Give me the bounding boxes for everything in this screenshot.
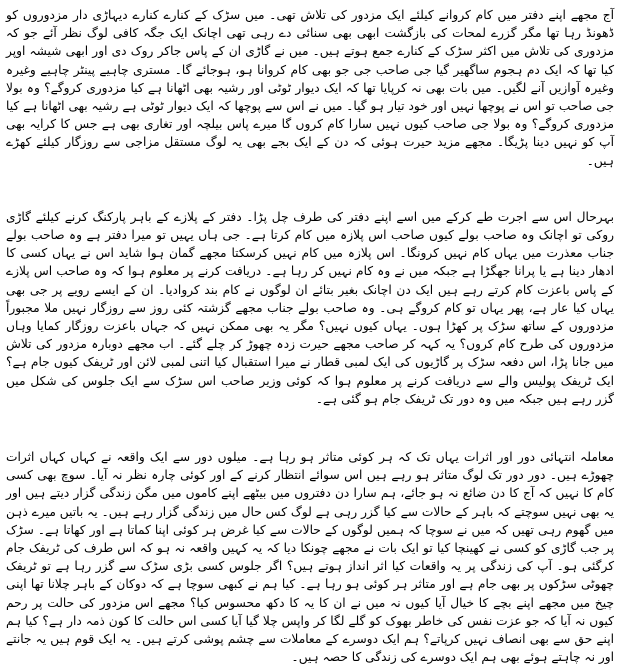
paragraph-gap bbox=[6, 408, 614, 448]
paragraph-2: بہرحال اس سے اجرت طے کرکے میں اسے اپنے دفتر کی طرف چل پڑا۔ دفتر کے پلازے کے باہر پارکنگ کرنے کیلئے گاڑی روکی تو اچانک وہ صاحب بولے کیوں صاحب اس پلازہ میں کام کرتا ہے۔ جی ہاں یہیں تو میرا دفتر ہے وہ صاحب بولے جناب معذرت میں یہاں کام نہیں کرونگا۔ اس پلازہ میں کام نہیں کرسکتا مجھے گمان ہوا شاید اس نے یہاں کسی کا ادھار دینا ہے یا پرانا جھگڑا ہے جبکہ میں نے وہ کام نہیں کر رہا ہے۔ دریافت کرنے پر معلوم ہوا کہ وہ صاحب اس پلازے کے پاس باعزت کام کرتے رہے ہیں ایک دن اچانک بغیر بتائے ان لوگوں نے کام بند کروادیا۔ ان کے ایسے رویے پر جی بھی یہاں کیا عار ہے، پھر یہاں تو کام کروگے ہی۔ وہ صاحب بولے جناب مجھے گزشتہ کئی روز سے روزگار نہیں ملا مجبوراً مزدوروں کے ساتھ سڑک پر کھڑا ہوں۔ یہاں کیوں نہیں؟ مگر یہ بھی ممکن نہیں کہ جہاں باعزت روزگار کمایا وہاں مزدوروں کی طرح کام کروں؟ یہ کہہ کر صاحب مجھے حیرت زدہ چھوڑ کر چلے گئے۔ اب مجھے دوبارہ مزدور کی تلاش میں جانا پڑا، اس دفعہ سڑک پر گاڑیوں کی ایک لمبی قطار نے میرا استقبال کیا اتنی لمبی لائن اور ٹریفک کیوں جام ہے؟ ایک ٹریفک پولیس والے سے دریافت کرنے پر معلوم ہوا کہ کوئی وزیر صاحب اس سڑک سے ایک جلوس کی شکل میں گزر رہے ہیں جبکہ میں وہ دور تک ٹریفک جام ہو گئی ہے۔ bbox=[6, 209, 614, 406]
paragraph-gap bbox=[6, 170, 614, 208]
paragraph-1: آج مجھے اپنے دفتر میں کام کروانے کیلئے ایک مزدور کی تلاش تھی۔ میں سڑک کے کنارے کنارے دیہاڑی دار مزدوروں کو ڈھونڈ رہا تھا مگر گزرے لمحات کی بازگشت ابھی بھی سنائی دے رہی تھی اچانک ایک جگہ کافی لوگ نظر آئے جو کہ مزدوری کی تلاش میں اکثر سڑک کے کنارے جمع ہوتے ہیں۔ میں نے گاڑی ان کے پاس جاکر روک دی اور ابھی شیشہ اوپر کیا تھا کہ ایک دم ہجوم ساگھیر گیا جی صاحب جی جو بھی کام کروانا ہو، ہوجائے گا۔ مستری چاہیے پینٹر چاہیے وغیرہ وغیرہ آوازیں آنے لگیں۔ میں بات بھی نہ کرپایا تھا کہ ایک دیوار ٹوٹی اور رشیہ بھی اٹھانا ہے کیا مزدوری کروگے؟ وہ بولا جی صاحب تو اس نے پوچھا نہیں اور خود تیار ہو گیا۔ میں نے اس سے پوچھا کہ ایک دیوار ٹوٹی ہے رشیہ بھی اٹھانا ہے کیا مزدوری کروگے؟ وہ بولا جی صاحب کیوں نہیں سارا کام کروں گا میرے پاس بیلچہ اور تغاری بھی ہے جس کا کرایہ بھی آپ کو نہیں دینا پڑیگا۔ مجھے مزید حیرت ہوئی کہ دن کے ایک بجے بھی یہ لوگ مستقل مزاجی سے روزگار کیلئے کھڑے ہیں۔ bbox=[6, 8, 614, 168]
paragraph-3: معاملہ انتہائی دور اور اثرات یہاں تک کہ ہر کوئی متاثر ہو رہا ہے۔ میلوں دور سے ایک واقعہ نے کہاں کہاں اثرات چھوڑے ہیں۔ دور دور تک لوگ متاثر ہو رہے ہیں اس سوائے انتظار کرنے کے اور کوئی چارہ نظر نہ آیا۔ سوچ بھی کسی کام کا نہیں کہ آج کا دن ضائع نہ ہو جائے، ہم سارا دن دفتروں میں بیٹھے اپنے کاموں میں مگن زندگی گزار دیتے ہیں اور یہ بھی نہیں سوچتے کہ باہر کے حالات سے کیا گزر رہی ہے لوگ کس حال میں زندگی گزار رہے ہیں۔ یہ باتیں میرے ذہن میں گھوم رہی تھیں کہ میں نے سوچا کہ ہمیں لوگوں کے حالات سے کیا غرض ہر کوئی اپنا کماتا ہے اور کھاتا ہے۔ سڑک پر جب گاڑی کو کسی نے کھینچا کیا تو ایک بات نے مجھے چونکا دیا کہ یہ کہیں واقعہ نہ ہو کہ اس طرف کی ٹریفک جام کرگئی ہو۔ آپ کی زندگی پر یہ واقعات کیا اثر انداز ہوتے ہیں؟ اگر جلوس کسی بڑی سڑک سے گزر رہا ہے تو ٹریفک چھوٹی سڑکوں پر بھی جام ہے اور متاثر ہر کوئی ہو رہا ہے۔ کیا ہم نے کبھی سوچا ہے کہ دوکان کے باہر چلانا تھا اپنی چیخ میں مجھے اپنے بچے کا خیال آیا کیوں نہ میں نے ان کا یہ کا دکھ محسوس کیا؟ مجھے اس مزدور کی حالت پر رحم کیوں نہ آیا کہ جو عزت نفس کی خاطر بھوک کو گلے لگا کر واپس چلا گیا آیا کسی اس حالت کا کون ذمہ دار ہے؟ کیا ہم اپنے حق سے بھی انصاف نہیں کرپاتے؟ ہم ایک دوسرے کے معاملات سے چشم پوشی کرتے ہیں۔ یہ ایک قوم ہیں یہ جانتے اور نہ چاہتے ہوئے بھی ہم ایک دوسرے کی زندگی کا حصہ ہیں۔ bbox=[6, 450, 614, 665]
